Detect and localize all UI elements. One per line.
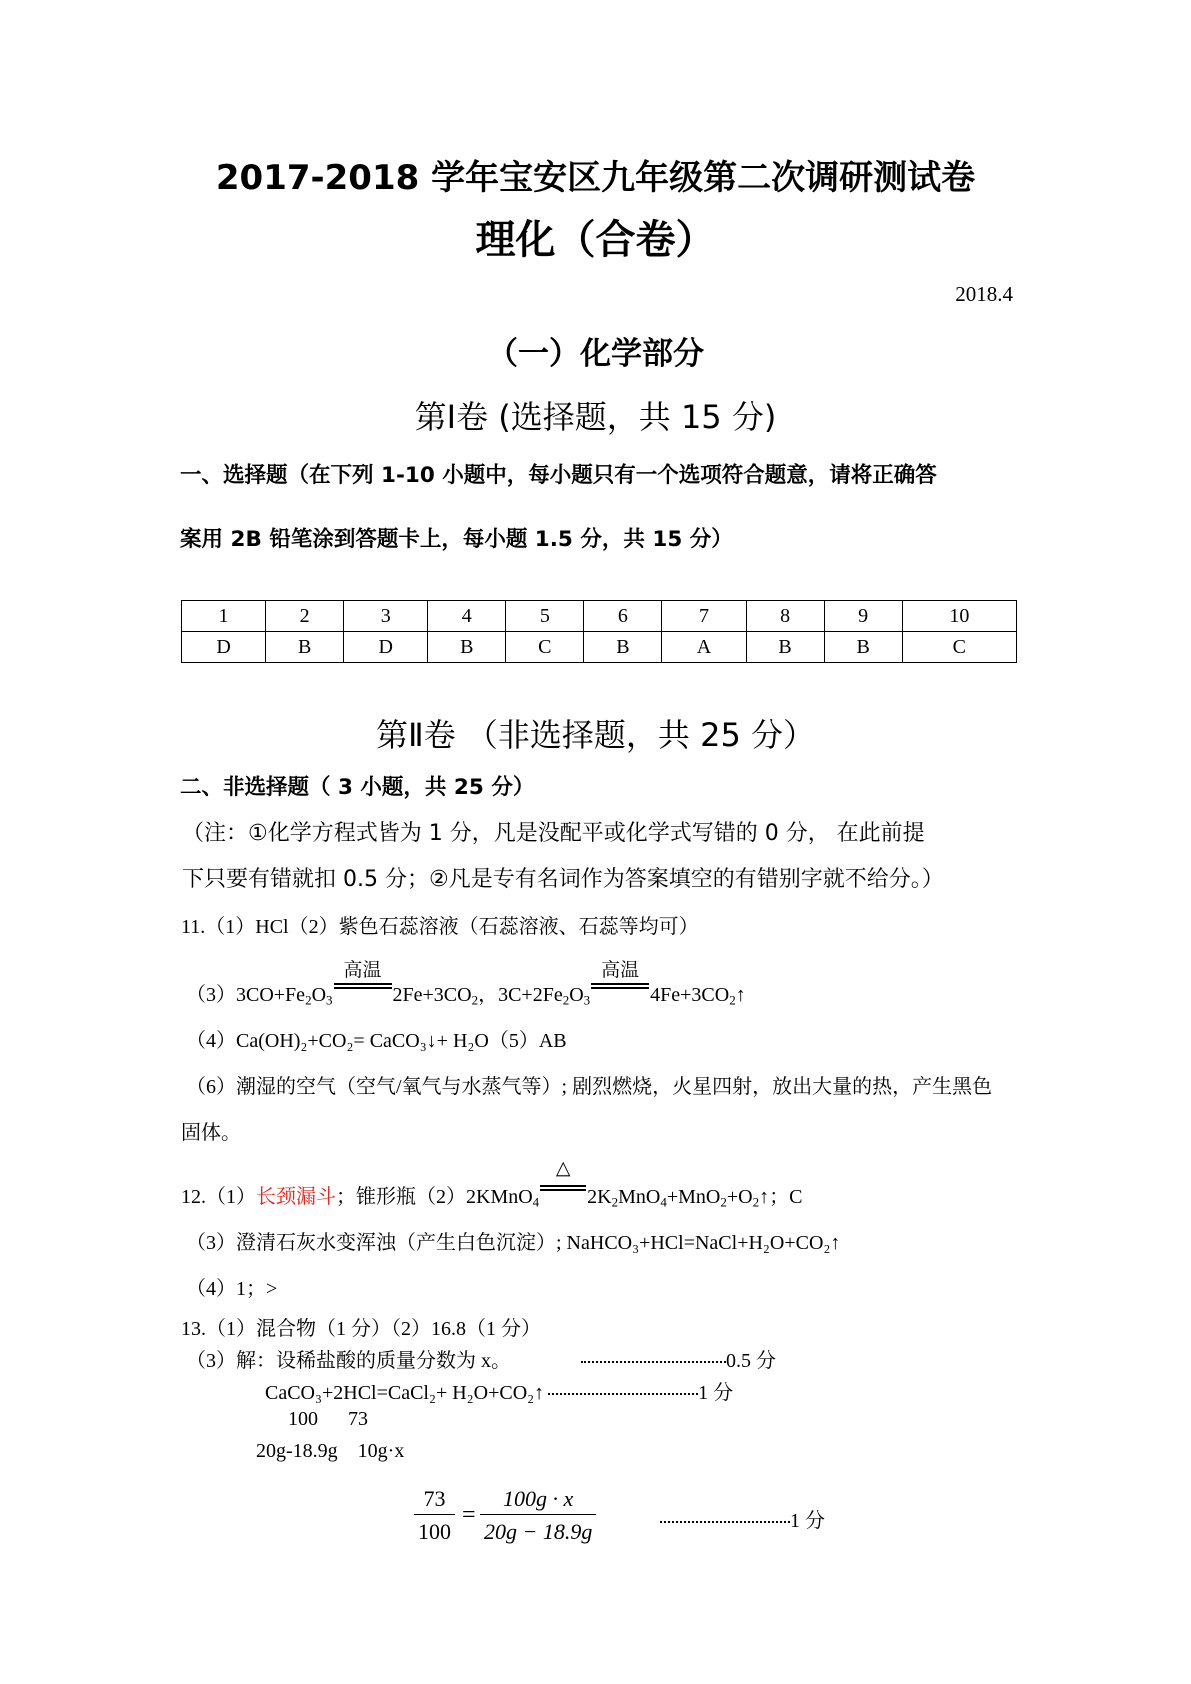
fraction-left <box>414 1486 455 1545</box>
q11-line-6b: 固体。 <box>181 1122 241 1144</box>
high-temp-condition <box>591 960 649 1001</box>
note-line-2: 下只要有错就扣 0.5 分；②凡是专有名词作为答案填空的有错别字就不给分。） <box>182 867 944 892</box>
q13-fraction-score <box>660 1504 825 1533</box>
fraction-right-denominator: 20g − 18.9g <box>484 1519 593 1544</box>
question-number-cell: 8 <box>746 601 824 632</box>
q11-line-3: $(3)3CO+Fe_2O_3$ 高温 $2Fe+3CO_2$，$3C+2Fe_2O_3$ 高温 $4Fe+3CO_2↑$ <box>186 978 746 1007</box>
score-frac: 1 分 <box>790 1510 825 1532</box>
answer-cell: B <box>428 632 506 663</box>
question-number-cell: 6 <box>584 601 662 632</box>
question-number-cell: 4 <box>428 601 506 632</box>
q11-line-6a: （6）潮湿的空气（空气/氧气与水蒸气等）; 剧烈燃烧，火星四射，放出大量的热，产生黑色 <box>186 1076 993 1098</box>
question-number-cell: 9 <box>824 601 902 632</box>
answer-table <box>181 600 1017 663</box>
instruction-line-1: 一、选择题（在下列 1-10 小题中，每小题只有一个选项符合题意，请将正确答 <box>180 463 937 488</box>
instruction-line-2: 案用 2B 铅笔涂到答题卡上，每小题 1.5 分，共 15 分） <box>180 527 733 552</box>
exam-date: 2018.4 <box>955 282 1013 306</box>
high-temp-condition <box>334 960 392 1001</box>
answer-cell: B <box>824 632 902 663</box>
question-number-cell: 3 <box>344 601 428 632</box>
fraction-right-numerator: 100g · x <box>480 1486 596 1515</box>
q13-equation-line <box>265 1376 733 1405</box>
q11-line-4: （4）Ca(OH)₂+CO₂= CaCO₃↓+ H₂O（5）AB <box>186 1030 567 1052</box>
equals-symbol: = <box>462 1502 476 1528</box>
q13-ratio-row-2: 20g-18.9g 10g·x <box>256 1440 405 1462</box>
q13-line-1: 13.（1）混合物（1 分）（2）16.8（1 分） <box>181 1318 541 1340</box>
answer-cell: B <box>266 632 344 663</box>
exam-subtitle: 理化（合卷） <box>475 217 716 263</box>
equals-sign <box>334 983 392 989</box>
score-one: 1 分 <box>698 1382 734 1404</box>
volume-2-title: 第Ⅱ卷 （非选择题，共 25 分） <box>376 716 815 754</box>
fraction-left-denominator: 100 <box>418 1519 451 1544</box>
answer-cell: B <box>584 632 662 663</box>
heat-condition <box>540 1158 586 1203</box>
q12-mid: ；锥形瓶（2）2KMnO <box>336 1186 533 1208</box>
q13-ratio-row-1: 100 73 <box>288 1408 368 1430</box>
q12-red-answer: 长颈漏斗 <box>256 1186 336 1208</box>
answer-cell: D <box>344 632 428 663</box>
volume-1-title: 第Ⅰ卷 (选择题，共 15 分) <box>414 398 777 436</box>
answer-cell: A <box>662 632 746 663</box>
condition-label: △ <box>555 1158 571 1179</box>
dotted-leader <box>660 1521 790 1523</box>
dotted-leader <box>581 1361 726 1363</box>
q12-prefix: 12.（1） <box>181 1186 256 1208</box>
question-number-cell: 2 <box>266 601 344 632</box>
question-number-cell: 10 <box>902 601 1016 632</box>
question-number-cell: 5 <box>506 601 584 632</box>
q12-line-4: （4）1；> <box>186 1278 278 1300</box>
equals-sign <box>540 1185 586 1191</box>
dotted-leader <box>548 1393 698 1395</box>
answer-table-answer-row <box>182 632 1017 663</box>
q13-line-3 <box>186 1344 776 1373</box>
part-2-heading: 二、非选择题（ 3 小题，共 25 分） <box>180 775 535 800</box>
question-number-cell: 1 <box>182 601 266 632</box>
chemistry-section-heading: （一）化学部分 <box>487 336 704 372</box>
fraction-left-numerator: 73 <box>414 1486 455 1515</box>
equals-sign <box>591 983 649 989</box>
q13-solve-text: （3）解：设稀盐酸的质量分数为 x。 <box>186 1350 511 1372</box>
answer-cell: D <box>182 632 266 663</box>
fraction-right <box>480 1486 596 1545</box>
answer-cell: C <box>902 632 1016 663</box>
q11-line-1: 11.（1）HCl（2）紫色石蕊溶液（石蕊溶液、石蕊等均可） <box>181 916 699 938</box>
question-number-cell: 7 <box>662 601 746 632</box>
answer-cell: C <box>506 632 584 663</box>
answer-table-number-row <box>182 601 1017 632</box>
answer-cell: B <box>746 632 824 663</box>
q12-line-1: 12.（1）长颈漏斗；锥形瓶（2）2KMnO$_4$ △ $2K_2MnO_4+MnO_2+O_2↑$；C <box>181 1158 803 1210</box>
exam-title: 2017-2018 学年宝安区九年级第二次调研测试卷 <box>215 158 976 198</box>
q13-equation: CaCO₃+2HCl=CaCl₂+ H₂O+CO₂↑ <box>265 1382 545 1404</box>
condition-label: 高温 <box>601 960 640 981</box>
q12-line-3: （3）澄清石灰水变浑浊（产生白色沉淀）; NaHCO₃+HCl=NaCl+H₂O+CO₂↑ <box>186 1232 841 1254</box>
condition-label: 高温 <box>343 960 382 981</box>
note-line-1: （注：①化学方程式皆为 1 分，凡是没配平或化学式写错的 0 分， 在此前提 <box>182 821 925 846</box>
score-half: 0.5 分 <box>726 1350 776 1372</box>
